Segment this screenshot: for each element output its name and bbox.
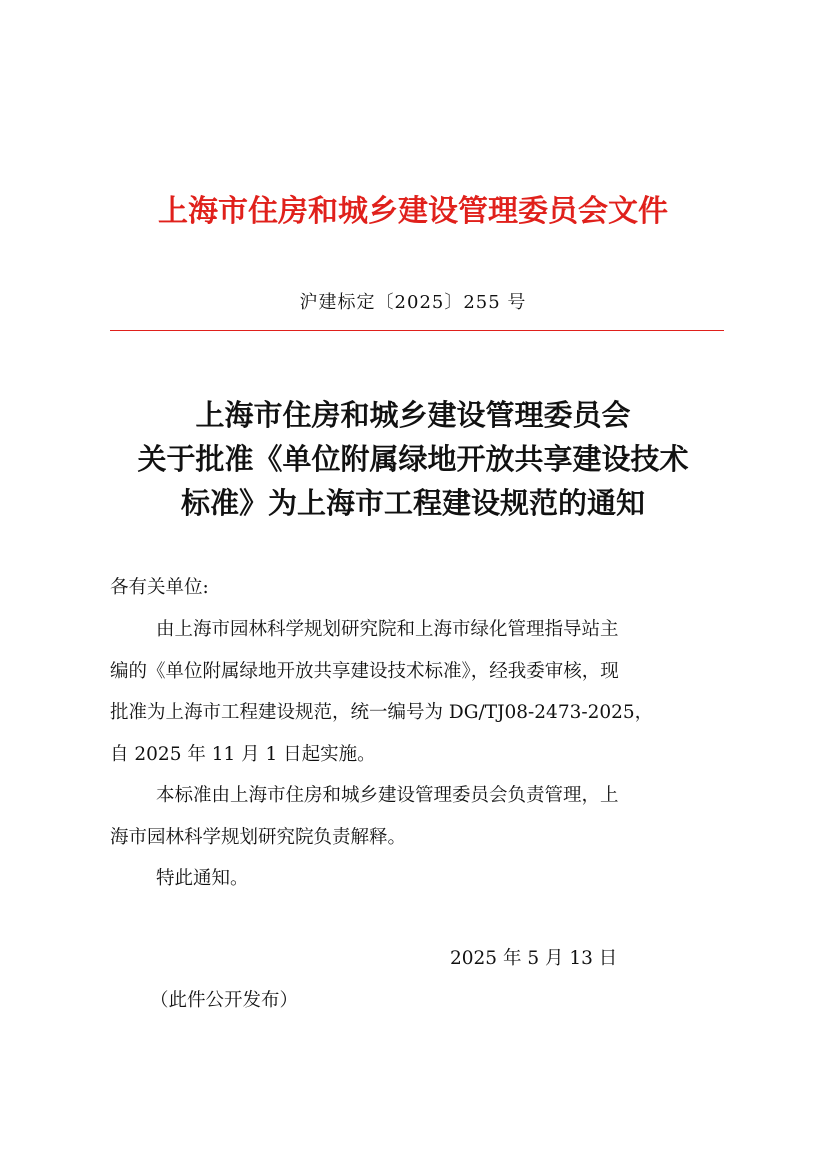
paragraph-management: [110, 775, 724, 858]
title-line-1: 上海市住房和城乡建设管理委员会: [195, 398, 631, 432]
red-divider: [110, 330, 724, 331]
issue-date: 2025 年 5 月 13 日: [450, 948, 618, 969]
title-line-2: 关于批准《单位附属绿地开放共享建设技术: [137, 442, 689, 476]
addressee: [110, 567, 724, 609]
publication-note: （此件公开发布）: [150, 990, 299, 1011]
paragraph-line: 批准为上海市工程建设规范，统一编号为 DG/TJ08-2473-2025，: [110, 702, 654, 723]
paragraph-line: 海市园林科学规划研究院负责解释。: [110, 826, 407, 848]
title-line-3: 标准》为上海市工程建设规范的通知: [180, 486, 645, 520]
paragraph-line: 本标准由上海市住房和城乡建设管理委员会负责管理，上: [156, 785, 619, 806]
paragraph-line: 编的《单位附属绿地开放共享建设技术标准》，经我委审核，现: [110, 660, 619, 682]
closing-text: 特此通知。: [156, 868, 249, 889]
paragraph-line: 由上海市园林科学规划研究院和上海市绿化管理指导站主: [156, 619, 619, 640]
issuer-header: 上海市住房和城乡建设管理委员会文件: [158, 194, 668, 229]
addressee-text: 各有关单位:: [110, 577, 209, 598]
closing-remark: [110, 858, 724, 900]
paragraph-line: 自 2025 年 11 月 1 日起实施。: [110, 743, 376, 765]
paragraph-approval: [110, 609, 724, 775]
document-number: 沪建标定〔2025〕255 号: [299, 292, 527, 313]
document-title: [100, 393, 726, 525]
